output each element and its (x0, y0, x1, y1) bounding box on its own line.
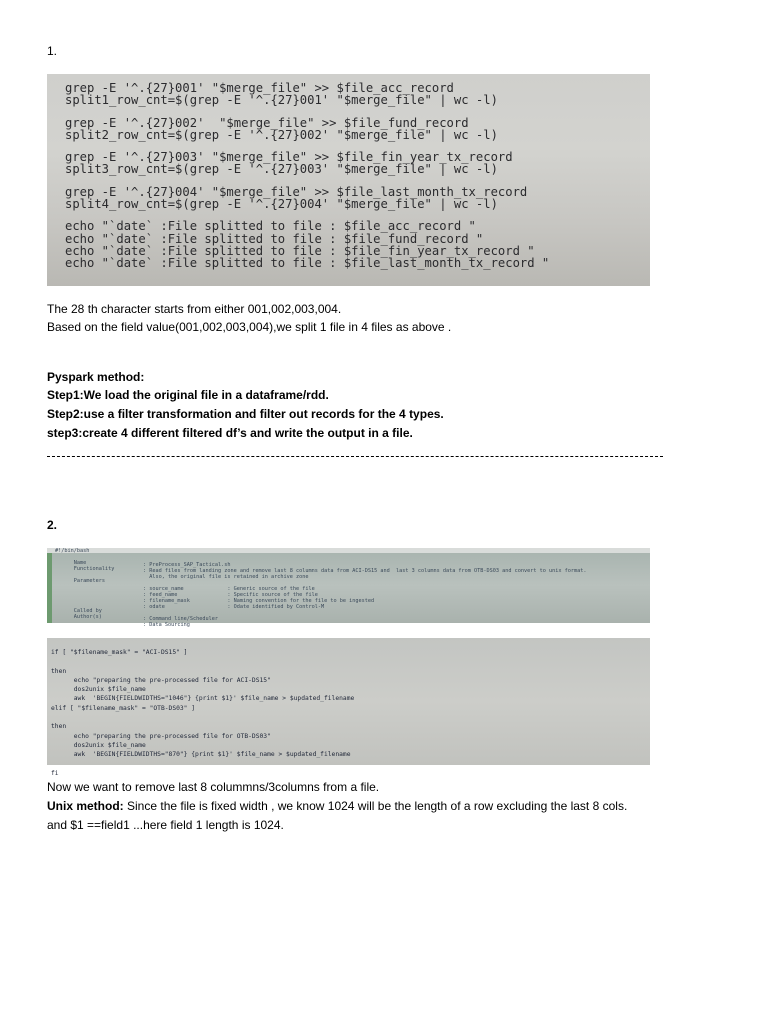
section-divider (47, 456, 663, 457)
code-line: if [ "$filename_mask" = "ACI-DS15" ] (51, 649, 188, 656)
header-label-line: Name (55, 560, 87, 566)
code-line: awk 'BEGIN{FIELDWIDTHS="1046"} {print $1}' $file_name > $updated_filename (51, 695, 355, 703)
code-line: split4_row_cnt=$(grep -E '^.{27}004' "$merge_file" | wc -l) (65, 197, 498, 212)
unix-method-label: Unix method: (47, 799, 124, 813)
header-label-line: Author(s) (55, 614, 102, 620)
header-label-line: Parameters (55, 578, 105, 584)
header-label-line: #!/bin/bash (55, 548, 90, 554)
section-2-text-1: Now we want to remove last 8 colummns/3columns from a file. (47, 780, 380, 794)
header-value-line: : feed_name : Specific source of the file (143, 592, 318, 598)
code-line: echo "preparing the pre-processed file for ACI-DS15" (51, 676, 271, 684)
header-value-line: : Read files from landing zone and remove last 8 columns data from ACI-DS15 and last 3 columns data from OTB-DS03 and convert to unix format. (143, 568, 587, 574)
code-line (51, 657, 354, 666)
code-line: dos2unix $file_name (51, 686, 146, 694)
code-line: grep -E '^.{27}002' "$merge_file" >> $file_fund_record (65, 115, 469, 130)
grep-split-screenshot (47, 74, 650, 286)
if-elif-screenshot (47, 638, 650, 777)
if-elif-code-lines (51, 648, 354, 778)
code-line (51, 713, 354, 722)
unix-method-line (47, 797, 627, 815)
unix-method-text: Since the file is fixed width , we know 1024 will be the length of a row excluding the last 8 cols. (123, 799, 628, 813)
grep-code-lines (65, 82, 549, 270)
pyspark-heading: Pyspark method: (47, 370, 145, 384)
code-line: grep -E '^.{27}001' "$merge_file" >> $file_acc_record (65, 81, 454, 95)
code-line: then (51, 723, 67, 731)
code-line: echo "`date` :File splitted to file : $file_last_month_tx_record " (65, 256, 550, 271)
code-line (51, 760, 354, 769)
section-2-number: 2. (47, 518, 58, 532)
code-line: echo "`date` :File splitted to file : $file_fund_record " (65, 231, 484, 246)
section-1-text-1: The 28 th character starts from either 001,002,003,004. (47, 302, 342, 316)
pyspark-step-1: Step1:We load the original file in a dataframe/rdd. (47, 388, 329, 402)
script-header-screenshot (47, 548, 650, 628)
header-values (143, 550, 587, 628)
section-1-number: 1. (47, 44, 58, 58)
code-line: split1_row_cnt=$(grep -E '^.{27}001' "$merge_file" | wc -l) (65, 93, 498, 108)
header-value-line: : PreProcess_SAP_Tactical.sh (143, 562, 231, 568)
header-value-line: Also, the original file is retained in archive zone (143, 574, 309, 580)
header-value-line: : Data Sourcing (143, 622, 190, 628)
header-value-line: : Command line/Scheduler (143, 616, 218, 622)
header-labels (55, 548, 114, 620)
header-value-line: : filename_mask : Naming convention for the file to be ingested (143, 598, 375, 604)
code-line: split3_row_cnt=$(grep -E '^.{27}003' "$merge_file" | wc -l) (65, 162, 498, 177)
code-line: echo "`date` :File splitted to file : $file_fin_year_tx_record " (65, 243, 535, 258)
header-value-line: : source_name : Generic source of the file (143, 586, 315, 592)
pyspark-step-2: Step2:use a filter transformation and filter out records for the 4 types. (47, 407, 444, 421)
code-line: fi (51, 769, 59, 777)
code-line: elif [ "$filename_mask" = "OTB-DS03" ] (51, 704, 196, 712)
code-line: grep -E '^.{27}004' "$merge_file" >> $file_last_month_tx_record (65, 184, 528, 199)
code-line: echo "preparing the pre-processed file for OTB-DS03" (51, 732, 271, 740)
section-2-text-3: and $1 ==field1 ...here field 1 length is 1024. (47, 818, 284, 832)
code-line: dos2unix $file_name (51, 741, 146, 749)
code-line: split2_row_cnt=$(grep -E '^.{27}002' "$merge_file" | wc -l) (65, 127, 498, 142)
header-label-line: Functionality (55, 566, 115, 572)
code-line: grep -E '^.{27}003' "$merge_file" >> $file_fin_year_tx_record (65, 150, 513, 165)
pyspark-step-3: step3:create 4 different filtered df’s and write the output in a file. (47, 426, 413, 440)
code-line: awk 'BEGIN{FIELDWIDTHS="870"} {print $1}' $file_name > $updated_filename (51, 751, 351, 759)
code-line: then (51, 667, 67, 675)
editor-gutter (47, 553, 52, 623)
header-label-line: Called by (55, 608, 102, 614)
code-line: echo "`date` :File splitted to file : $file_acc_record " (65, 219, 476, 234)
header-value-line: : odate : Odate identified by Control-M (143, 604, 325, 610)
section-1-text-2: Based on the field value(001,002,003,004),we split 1 file in 4 files as above . (47, 320, 452, 334)
